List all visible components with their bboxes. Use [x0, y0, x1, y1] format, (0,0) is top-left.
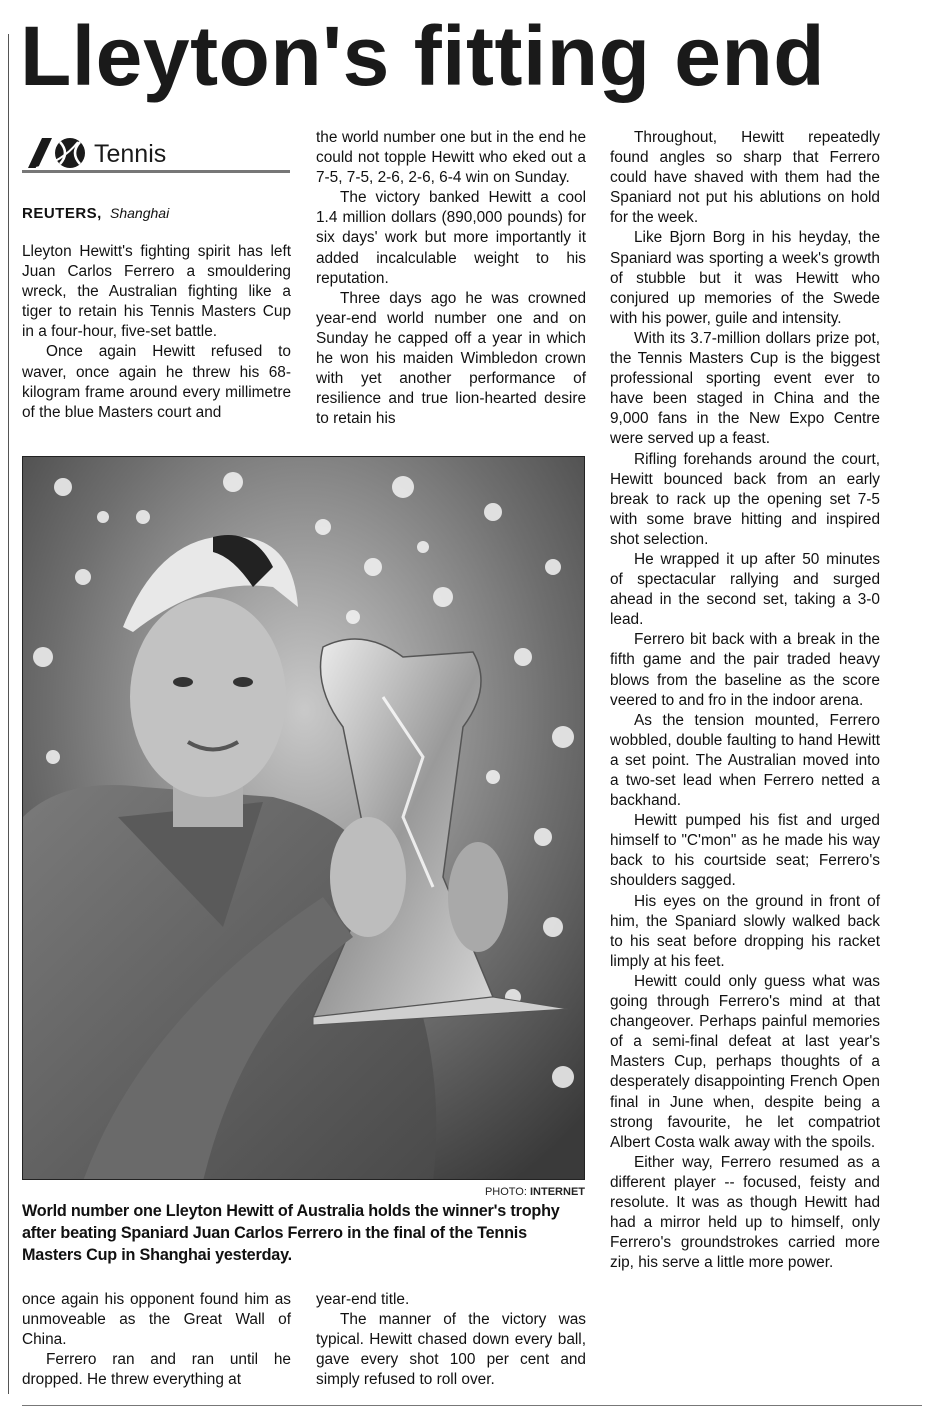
- byline-agency: REUTERS,: [22, 205, 102, 222]
- column-1: [22, 242, 291, 423]
- bottom-rule: [22, 1405, 922, 1406]
- tennis-ball-icon: [22, 134, 92, 170]
- photo-caption: World number one Lleyton Hewitt of Australia holds the winner's trophy after beating Spaniard Juan Carlos Ferrero in the final of the Tennis Masters Cup in Shanghai yesterday.: [22, 1202, 560, 1264]
- paragraph: Ferrero bit back with a break in the fifth game and the pair traded heavy blows from the baseline as the score veered to and fro in the indoor arena.: [610, 631, 880, 709]
- paragraph: He wrapped it up after 50 minutes of spectacular rallying and surged ahead in the second set, taking a 3-0 lead.: [610, 550, 880, 629]
- paragraph: Rifling forehands around the court, Hewitt bounced back from an early break to rack up the opening set 7-5 with some brave hitting and inspired shot selection.: [610, 450, 880, 548]
- byline-city: Shanghai: [110, 205, 170, 221]
- photo-credit: [485, 1186, 585, 1198]
- column-1-continued: [22, 1290, 291, 1390]
- photo-credit-label: PHOTO:: [484, 1186, 527, 1198]
- paragraph: The victory banked Hewitt a cool 1.4 million dollars (890,000 pounds) for six days' work but more importantly it added incalculable weight to his reputation.: [316, 189, 586, 287]
- column-divider: [8, 34, 9, 1394]
- column-2: [316, 128, 586, 429]
- paragraph: Lleyton Hewitt's fighting spirit has left Juan Carlos Ferrero a smouldering wreck, the Australian fighting like a tiger to retain his Tennis Masters Cup in a four-hour, five-set battle.: [22, 243, 291, 341]
- headline: Lleyton's fitting end: [20, 9, 826, 103]
- paragraph: Three days ago he was crowned year-end world number one and on Sunday he capped off a year in which he won his maiden Wimbledon crown with yet another performance of resilience and true lion-hearted desire to retain his: [316, 289, 586, 428]
- paragraph: Ferrero ran and ran until he dropped. He threw everything at: [22, 1351, 291, 1389]
- section-rule: [22, 170, 290, 173]
- paragraph: Like Bjorn Borg in his heyday, the Spaniard was sporting a week's growth of stubble but it was Hewitt who conjured up memories of the Swede with his power, guile and intensity.: [610, 229, 880, 327]
- column-3: [610, 128, 880, 1273]
- paragraph: Either way, Ferrero resumed as a different player -- focused, feisty and resolute. It was as though Hewitt had had a mirror held up to himself, only Ferrero's groundstrokes carried more zip, his serve a little more power.: [610, 1153, 880, 1272]
- column-2-continued: [316, 1290, 586, 1390]
- news-photo: [22, 456, 585, 1180]
- paragraph: Throughout, Hewitt repeatedly found angles so sharp that Ferrero could have shaved with them had the Spaniard not put his ablutions on hold for the week.: [610, 129, 880, 227]
- paragraph: Once again Hewitt refused to waver, once again he threw his 68-kilogram frame around every millimetre of the blue Masters court and: [22, 343, 291, 421]
- byline: [22, 205, 169, 222]
- paragraph: year-end title.: [316, 1291, 410, 1308]
- paragraph: Hewitt could only guess what was going through Ferrero's mind at that changeover. Perhaps painful memories of a semi-final defeat at last year's Masters Cup, perhaps thoughts of a desperately disappointing French Open final in June when, despite being a strong favourite, he let compatriot Albert Costa walk away with the spoils.: [610, 972, 880, 1151]
- paragraph: His eyes on the ground in front of him, the Spaniard slowly walked back to his seat before dropping his racket limply at his feet.: [610, 892, 880, 970]
- section-title: Tennis: [94, 140, 167, 168]
- section-label: [22, 132, 290, 176]
- paragraph: the world number one but in the end he could not topple Hewitt who eked out a 7-5, 7-5, 2-6, 2-6, 6-4 win on Sunday.: [316, 129, 586, 187]
- paragraph: once again his opponent found him as unmoveable as the Great Wall of China.: [22, 1291, 291, 1349]
- paragraph: With its 3.7-million dollars prize pot, the Tennis Masters Cup is the biggest professional sporting event ever to have been staged in China and the 9,000 fans in the New Expo Centre were served up a feast.: [610, 329, 880, 448]
- paragraph: Hewitt pumped his fist and urged himself to "C'mon" as he made his way back to his courtside seat; Ferrero's shoulders sagged.: [610, 812, 880, 890]
- paragraph: The manner of the victory was typical. Hewitt chased down every ball, gave every shot 100 per cent and simply refused to roll over.: [316, 1311, 586, 1389]
- paragraph: As the tension mounted, Ferrero wobbled, double faulting to hand Hewitt a set point. The Australian moved into a two-set lead when Ferrero netted a backhand.: [610, 711, 880, 810]
- photo-credit-source: INTERNET: [530, 1186, 585, 1198]
